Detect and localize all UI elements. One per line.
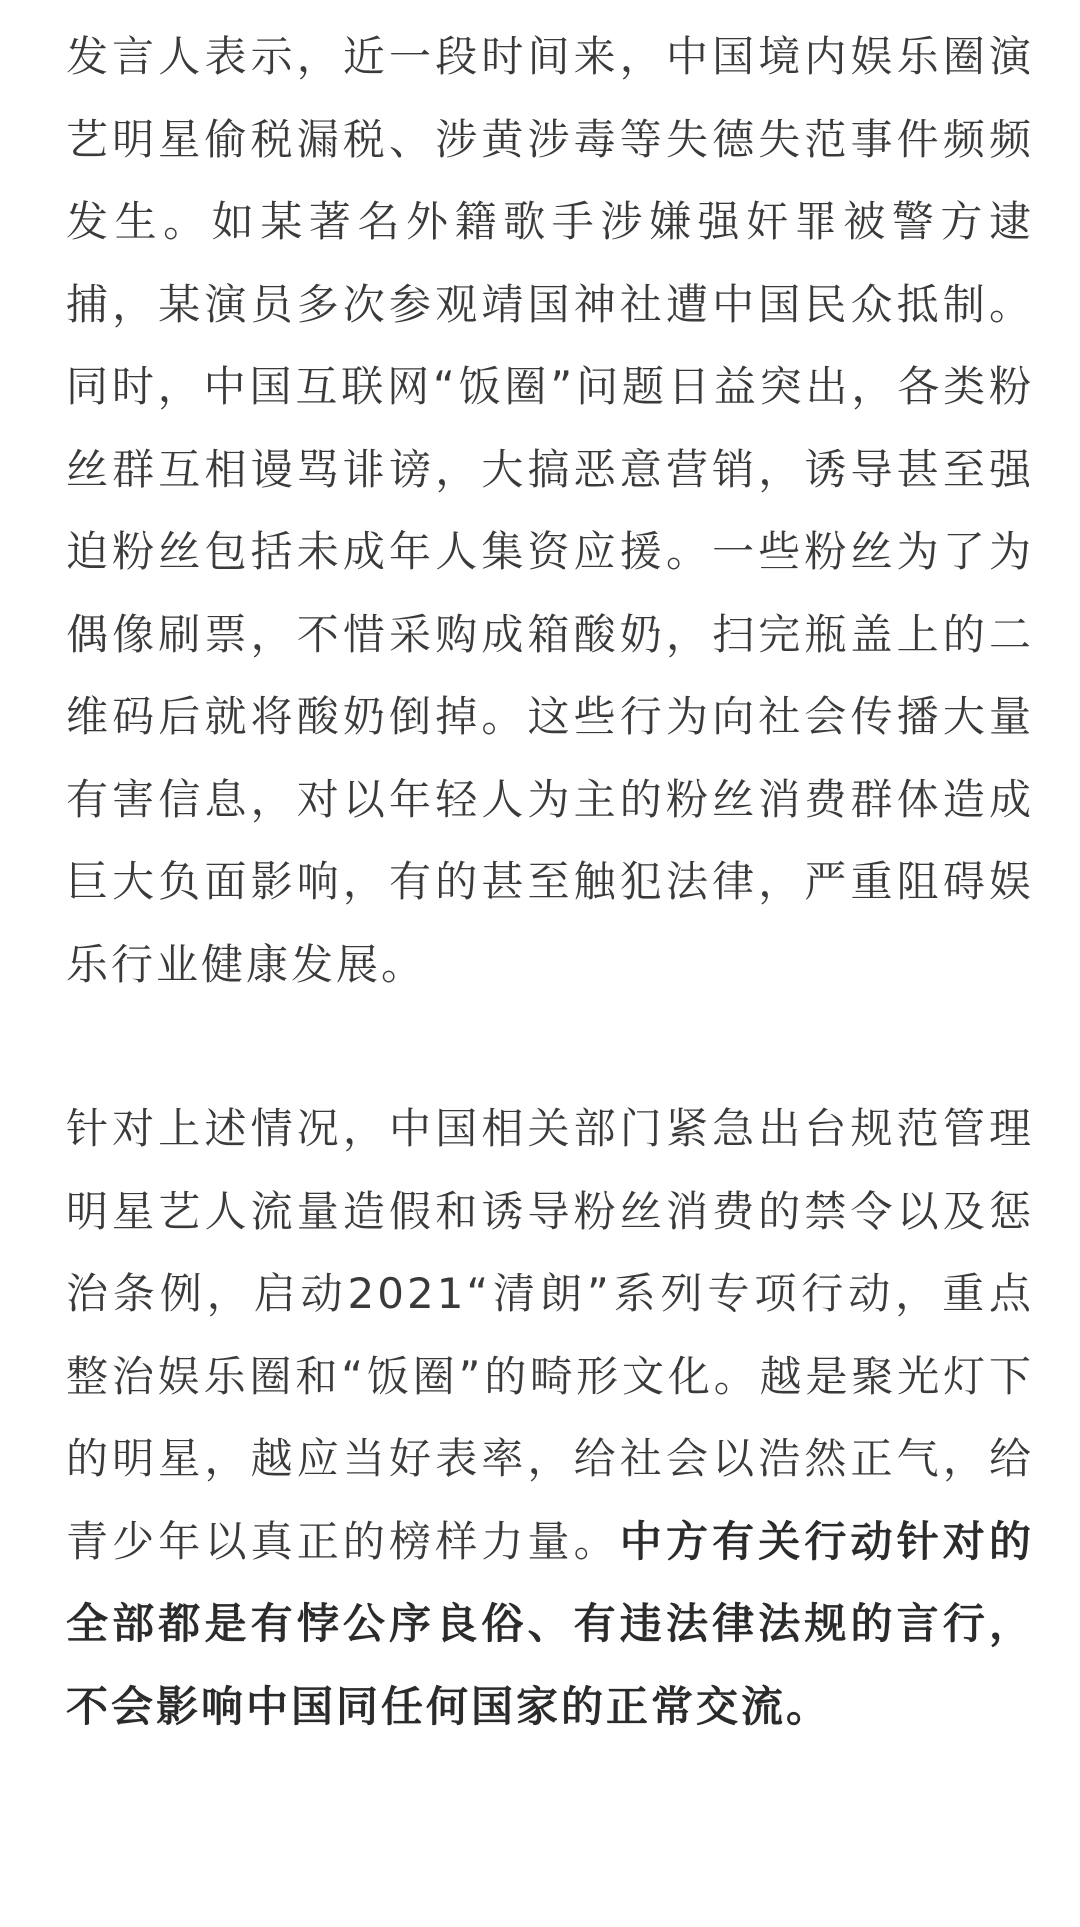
article-body [66,16,1034,1748]
paragraph-1-text: 发言人表示，近一段时间来，中国境内娱乐圈演艺明星偷税漏税、涉黄涉毒等失德失范事件频频发生。如某著名外籍歌手涉嫌强奸罪被警方逮捕，某演员多次参观靖国神社遭中国民众抵制。同时，中国互联网“饭圈”问题日益突出，各类粉丝群互相谩骂诽谤，大搞恶意营销，诱导甚至强迫粉丝包括未成年人集资应援。一些粉丝为了为偶像刷票，不惜采购成箱酸奶，扫完瓶盖上的二维码后就将酸奶倒掉。这些行为向社会传播大量有害信息，对以年轻人为主的粉丝消费群体造成巨大负面影响，有的甚至触犯法律，严重阻碍娱乐行业健康发展。 [66,32,1034,989]
paragraph-2-bold-statement: 中方有关行动针对的全部都是有悖公序良俗、有违法律法规的言行，不会影响中国同任何国家的正常交流。 [66,1516,1034,1731]
paragraph-1 [66,16,1034,1006]
paragraph-2 [66,1088,1034,1748]
paragraph-2-text: 针对上述情况，中国相关部门紧急出台规范管理明星艺人流量造假和诱导粉丝消费的禁令以及惩治条例，启动2021“清朗”系列专项行动，重点整治娱乐圈和“饭圈”的畸形文化。越是聚光灯下的明星，越应当好表率，给社会以浩然正气，给青少年以真正的榜样力量。 [66,1104,1034,1566]
